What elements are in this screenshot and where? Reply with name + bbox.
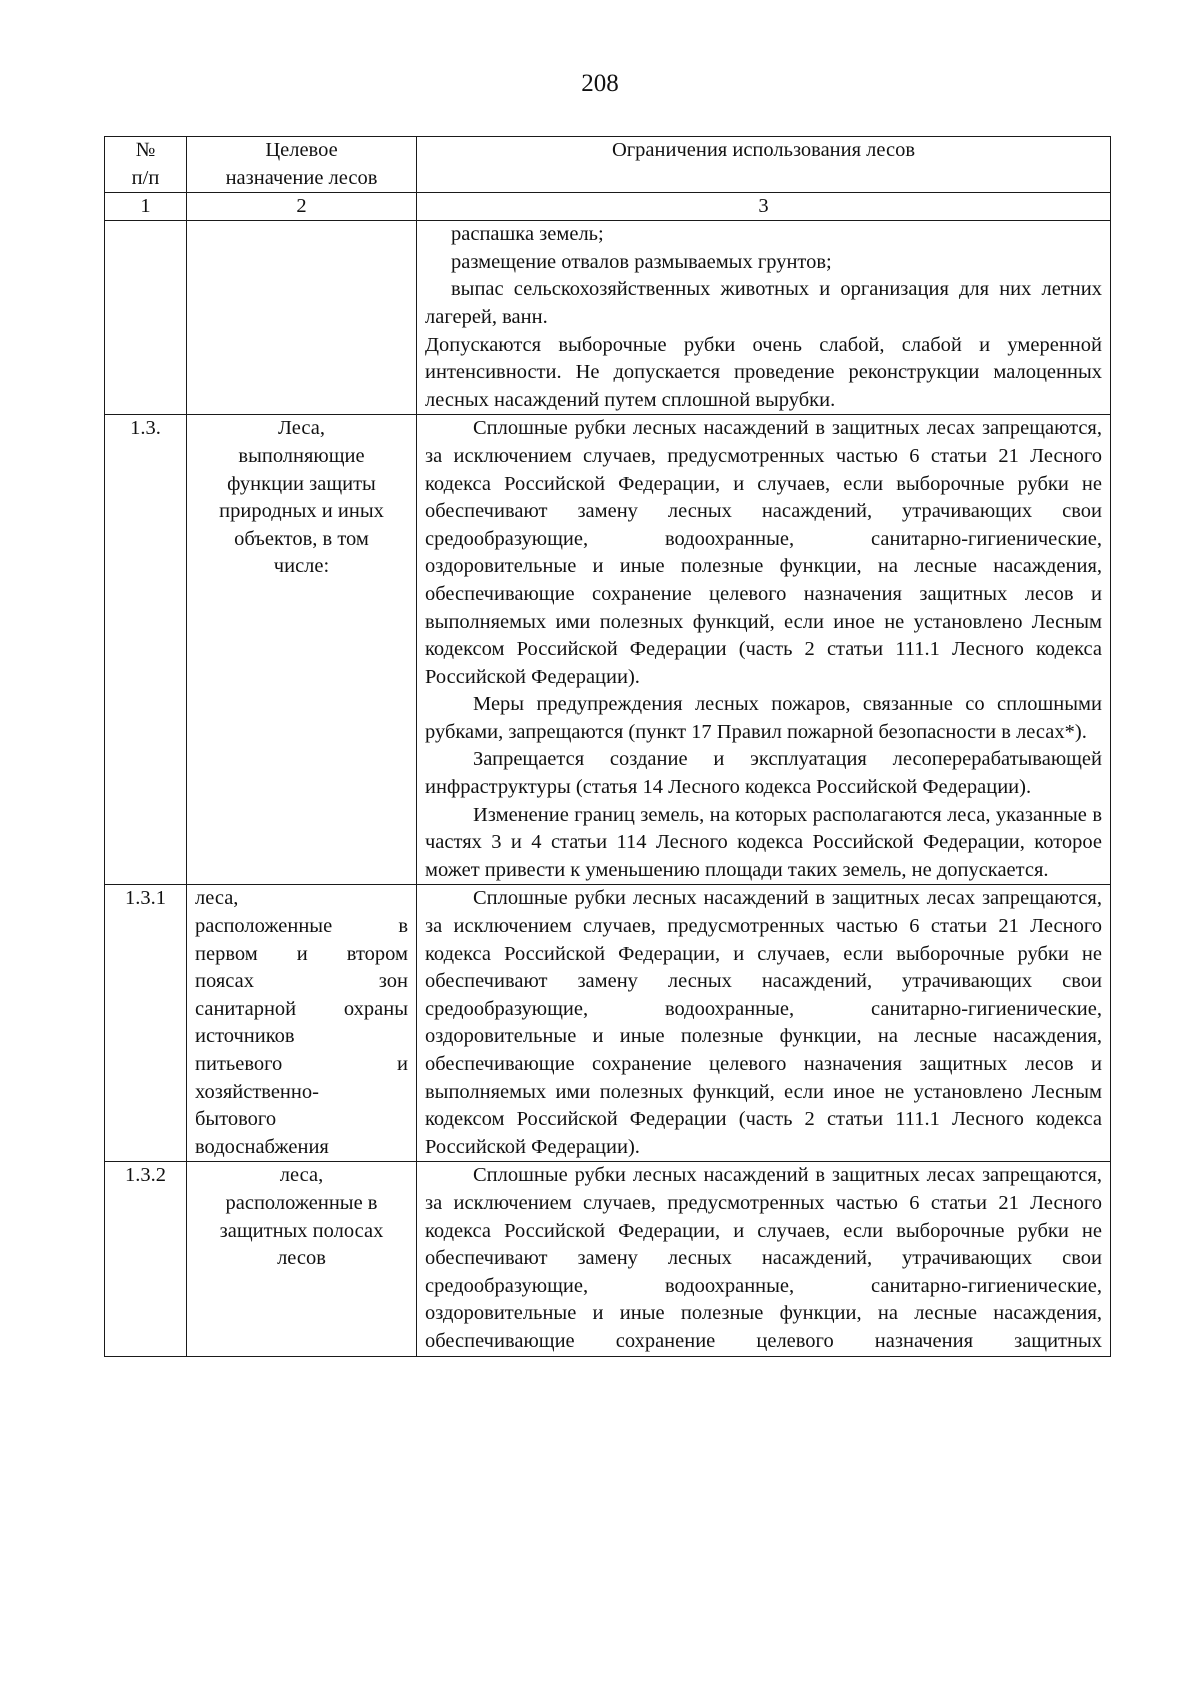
row-restrictions <box>417 1162 1111 1356</box>
purpose-line: источников <box>195 1025 295 1048</box>
row-restrictions <box>417 221 1111 415</box>
row-num: 1.3.2 <box>105 1162 187 1356</box>
row-purpose <box>187 415 417 885</box>
purpose-line: первом и втором <box>195 942 408 965</box>
table-row <box>105 415 1111 885</box>
table-row <box>105 1162 1111 1356</box>
row-restrictions <box>417 885 1111 1162</box>
purpose-line: лесов <box>277 1247 326 1270</box>
restriction-paragraph: Сплошные рубки лесных насаждений в защитных лесах запрещаются, за исключением случаев, предусмотренных частью 6 статьи 21 Лесного кодекса Российской Федерации, и случаев, если выборочные рубки не обеспечивают замену лесных насаждений, утрачивающих свои средообразующие, водоохранные, санитарно-гигиенические, оздоровительные и иные полезные функции, на лесные насаждения, обеспечивающие сохранение целевого назначения защитных <box>425 1164 1102 1352</box>
purpose-line: числе: <box>273 555 330 578</box>
row-purpose <box>187 885 417 1162</box>
column-number-2: 2 <box>187 193 417 221</box>
table-header-row <box>105 137 1111 193</box>
purpose-line: расположенные в <box>195 915 408 938</box>
header-restrictions-text: Ограничения использования лесов <box>611 139 916 161</box>
column-number-3: 3 <box>417 193 1111 221</box>
purpose-line: питьевого и <box>195 1053 408 1075</box>
restriction-paragraph: Сплошные рубки лесных насаждений в защитных лесах запрещаются, за исключением случаев, предусмотренных частью 6 статьи 21 Лесного кодекса Российской Федерации, и случаев, если выборочные рубки не обеспечивают замену лесных насаждений, утрачивающих свои средообразующие, водоохранные, санитарно-гигиенические, оздоровительные и иные полезные функции, на лесные насаждения, обеспечивающие сохранение целевого назначения защитных лесов и выполняемых ими полезных функций, если иное не установлено Лесным кодексом Российской Федерации (часть 2 статьи 111.1 Лесного кодекса Российской Федерации). <box>425 417 1102 688</box>
row-num: 1.3.1 <box>105 885 187 1162</box>
purpose-line: выполняющие <box>238 444 365 467</box>
restriction-paragraph: Запрещается создание и эксплуатация лесоперерабатывающей инфраструктуры (статья 14 Лесного кодекса Российской Федерации). <box>425 748 1102 799</box>
purpose-line: бытового <box>195 1108 277 1131</box>
page-number: 208 <box>581 70 619 97</box>
purpose-line: расположенные в <box>225 1191 378 1214</box>
purpose-line: защитных полосах <box>219 1219 384 1242</box>
restrictions-table <box>104 136 1111 1357</box>
header-num-line-2: п/п <box>131 166 160 189</box>
restriction-paragraph: Изменение границ земель, на которых располагаются леса, указанные в частях 3 и 4 статьи 114 Лесного кодекса Российской Федерации, которое может привести к уменьшению площади таких земель, не допускается. <box>425 803 1102 881</box>
restriction-paragraph: Меры предупреждения лесных пожаров, связанные со сплошными рубками, запрещаются (пункт 17 Правил пожарной безопасности в лесах*). <box>425 693 1102 743</box>
header-purpose-line-1: Целевое <box>265 139 338 161</box>
column-number-1: 1 <box>105 193 187 221</box>
restriction-paragraph: размещение отвалов размываемых грунтов; <box>451 250 832 273</box>
purpose-line: санитарной охраны <box>195 997 408 1020</box>
row-num <box>105 221 187 415</box>
row-restrictions <box>417 415 1111 885</box>
purpose-line: Леса, <box>278 417 325 440</box>
purpose-line: функции защиты <box>227 472 376 495</box>
purpose-line: хозяйственно- <box>195 1080 319 1103</box>
table-row <box>105 221 1111 415</box>
row-num: 1.3. <box>105 415 187 885</box>
purpose-line: поясах зон <box>195 970 408 993</box>
restriction-paragraph: Допускаются выборочные рубки очень слабой, слабой и умеренной интенсивности. Не допускается проведение реконструкции малоценных лесных насаждений путем сплошной вырубки. <box>425 333 1102 411</box>
row-purpose <box>187 221 417 415</box>
restriction-paragraph: выпас сельскохозяйственных животных и организация для них летних лагерей, ванн. <box>425 278 1102 328</box>
purpose-line: объектов, в том <box>234 527 369 550</box>
header-num <box>105 137 187 193</box>
restriction-paragraph: распашка земель; <box>451 223 604 246</box>
purpose-line: леса, <box>195 887 239 910</box>
row-purpose <box>187 1162 417 1356</box>
table-row <box>105 885 1111 1162</box>
restriction-paragraph: Сплошные рубки лесных насаждений в защитных лесах запрещаются, за исключением случаев, предусмотренных частью 6 статьи 21 Лесного кодекса Российской Федерации, и случаев, если выборочные рубки не обеспечивают замену лесных насаждений, утрачивающих свои средообразующие, водоохранные, санитарно-гигиенические, оздоровительные и иные полезные функции, на лесные насаждения, обеспечивающие сохранение целевого назначения защитных лесов и выполняемых ими полезных функций, если иное не установлено Лесным кодексом Российской Федерации (часть 2 статьи 111.1 Лесного кодекса Российской Федерации). <box>425 887 1102 1158</box>
header-purpose-line-2: назначение лесов <box>225 166 378 189</box>
header-purpose <box>187 137 417 193</box>
header-num-line-1: № <box>135 139 156 161</box>
purpose-line: природных и иных <box>219 500 384 523</box>
purpose-line: леса, <box>279 1164 324 1187</box>
column-number-row <box>105 193 1111 221</box>
header-restrictions <box>417 137 1111 193</box>
purpose-line: водоснабжения <box>195 1135 329 1158</box>
